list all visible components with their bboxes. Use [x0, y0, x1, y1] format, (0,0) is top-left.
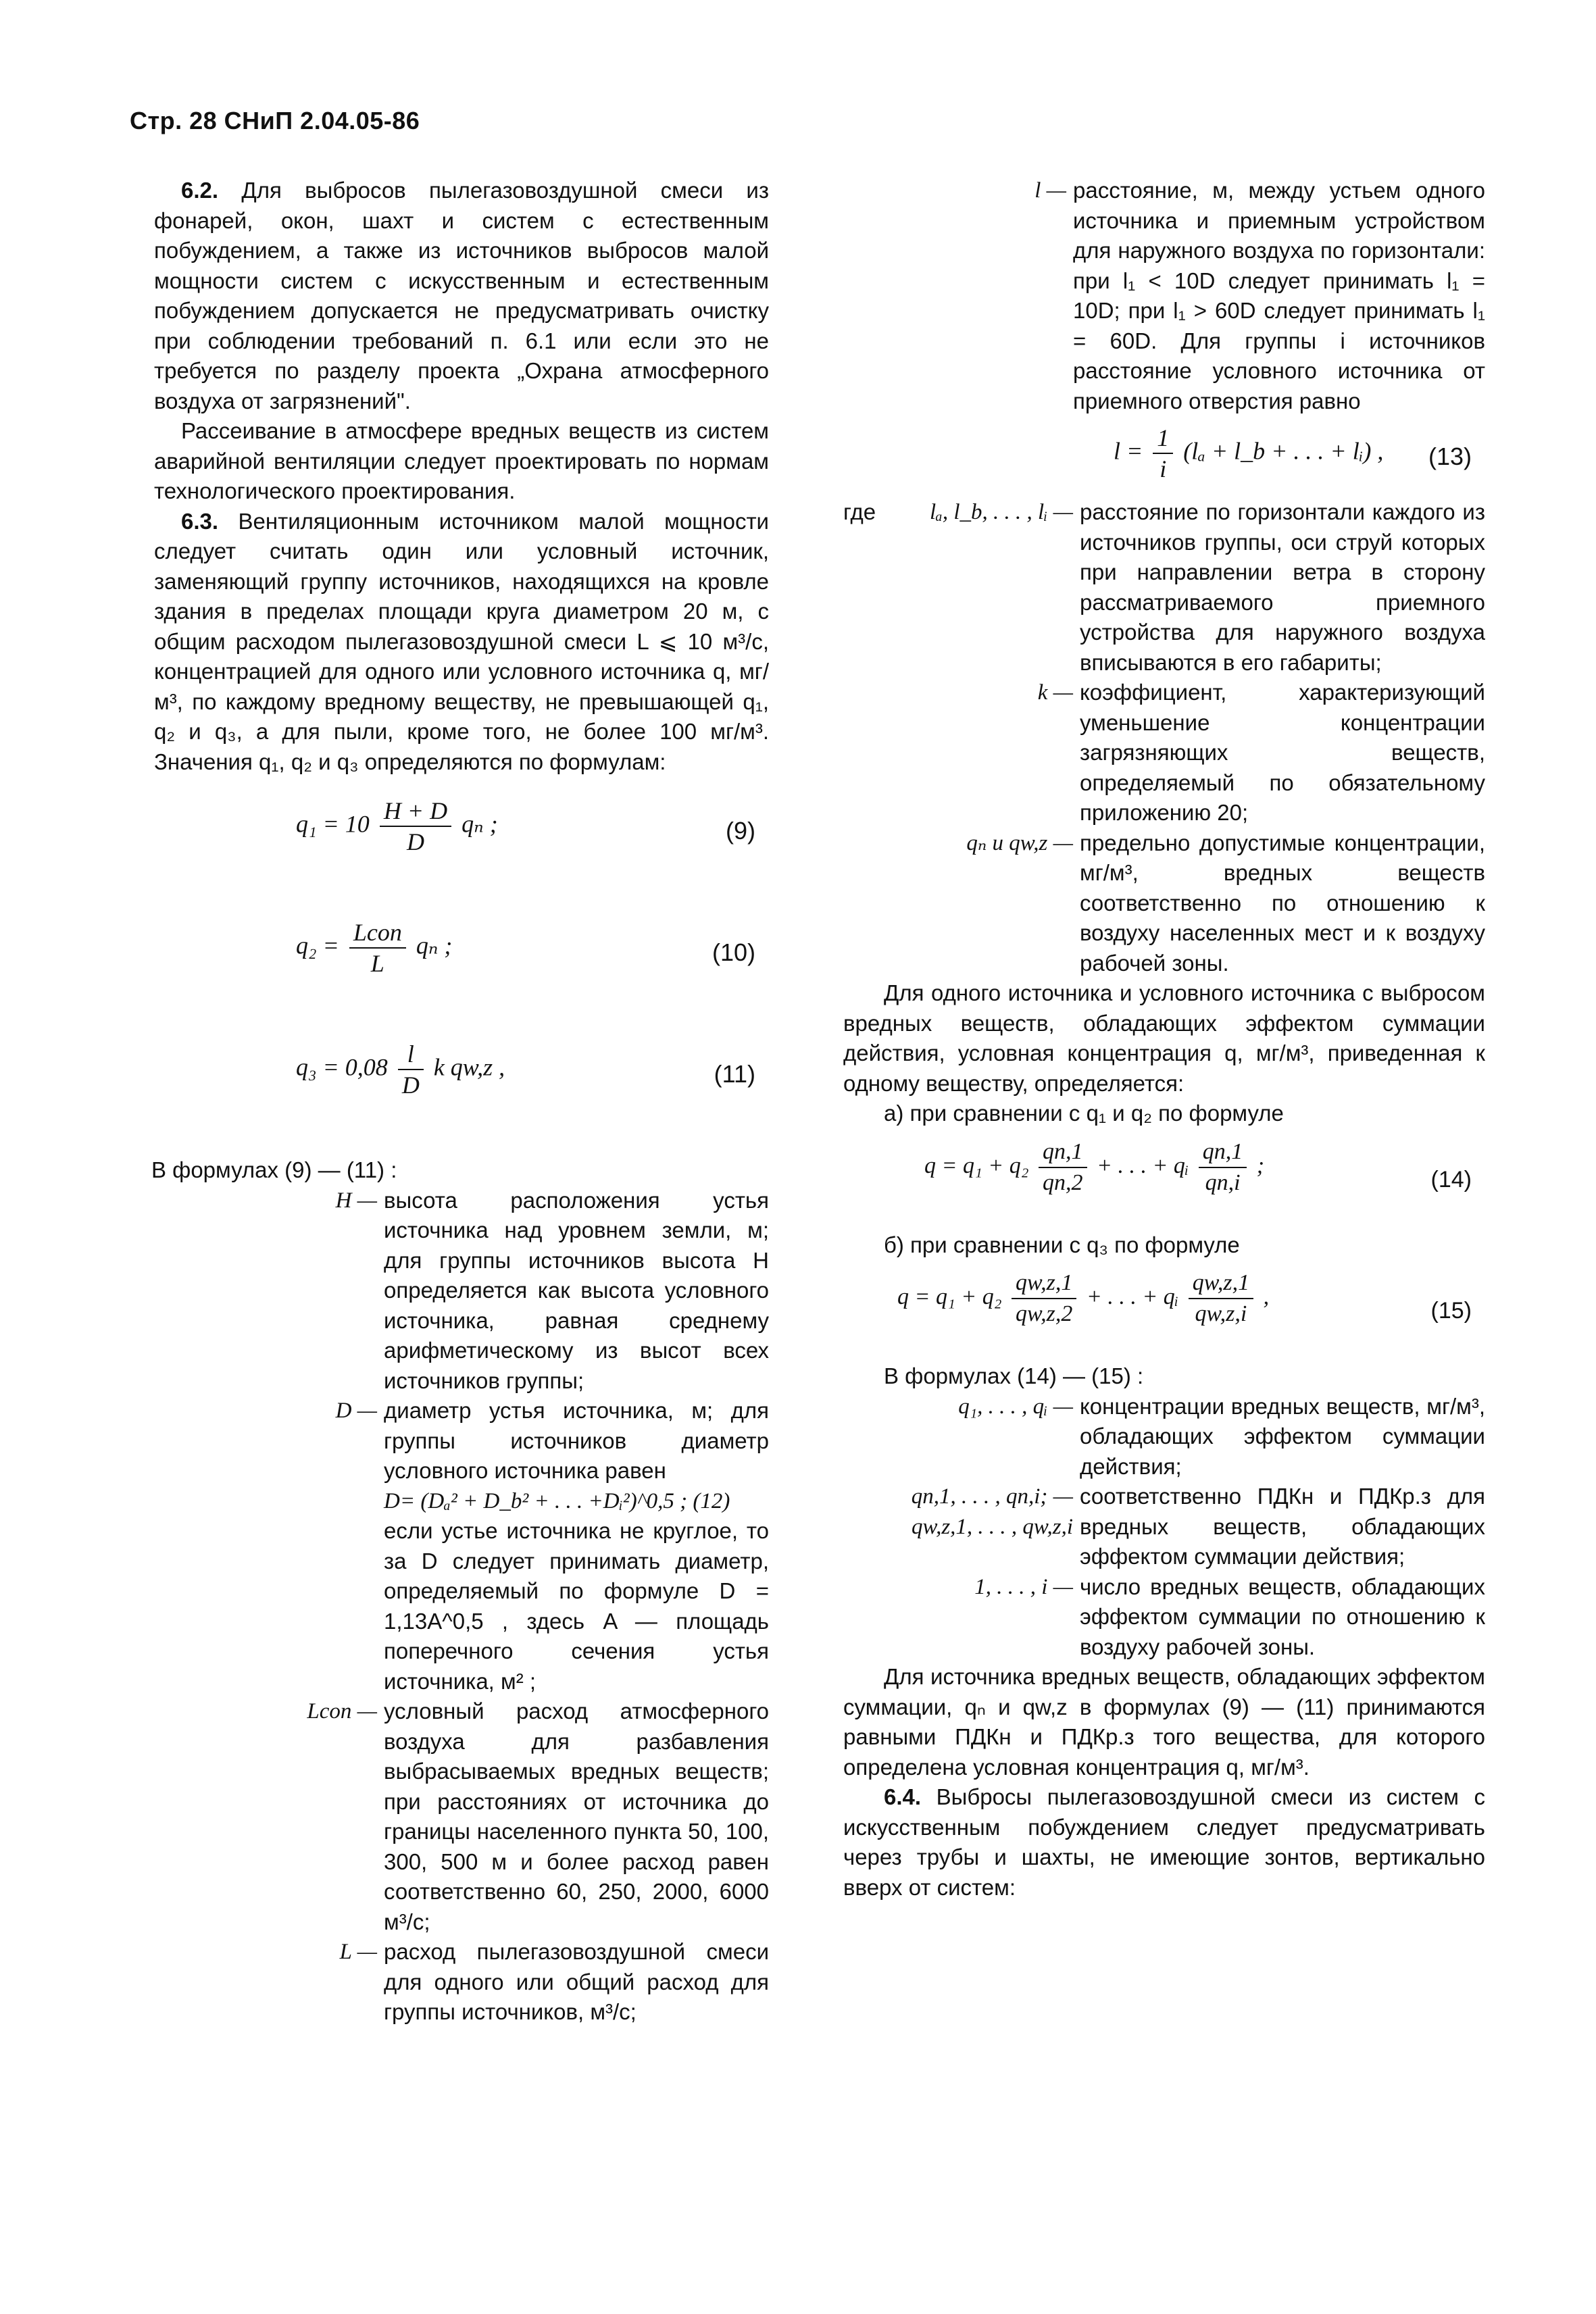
- formula-rhs: k qw,z ,: [433, 1053, 505, 1081]
- definition-item: [843, 1482, 1485, 1572]
- formula-lhs: q₃ = 0,08: [296, 1053, 388, 1081]
- paragraph-emergency-ventilation: [154, 416, 769, 507]
- definition-term: qₙ и qw,z —: [966, 830, 1073, 855]
- definition-text: расстояние, м, между устьем одного источника и приемным устройством для наружного воздуха по горизонтали: при l₁ < 10D следует принимать l₁ = 10D; при l₁ > 60D следует принимать l₁ = 60D. Для группы i источников расстояние условного источника от приемного отверстия равно: [1073, 178, 1485, 413]
- formula-number: (9): [726, 816, 755, 845]
- formula-9: [154, 784, 769, 878]
- formula-lhs: q = q₁ + q₂: [924, 1153, 1029, 1178]
- definition-text: предельно допустимые концентрации, мг/м³, вредных веществ соответственно по отношению к воздуху населенных мест и к воздуху рабочей зоны.: [1080, 830, 1485, 976]
- paragraph-6-3: [154, 507, 769, 778]
- definition-text: высота расположения устья источника над уровнем земли, м; для группы источников высота H определяется как высота условного источника, равная среднему арифметическому из высот всех источников группы;: [384, 1187, 769, 1393]
- fraction-denominator: L: [370, 950, 384, 977]
- paragraph-text: Для выбросов пылегазовоздушной смеси из фонарей, окон, шахт и систем с естественным побуждением, а также из источников выбросов малой мощности систем с искусственным и естественным побуждением допускается не предусматривать очистку при соблюдении требований п. 6.1 или если это не требуется по разделу проекта „Охрана атмосферного воздуха от загрязнений".: [154, 178, 769, 413]
- clause-number: 6.4.: [884, 1784, 922, 1809]
- definition-text: число вредных веществ, обладающих эффектом суммации по отношению к воздуху рабочей зоны.: [1080, 1574, 1485, 1659]
- definition-item: [154, 1937, 769, 2028]
- definition-text: условный расход атмосферного воздуха для разбавления выбрасываемых вредных веществ; при расстояниях от источника до границы населенного пункта 50, 100, 300, 500 м и более расход равен соответственно 60, 250, 2000, 6000 м³/с;: [384, 1699, 769, 1934]
- fraction-numerator: qw,z,1: [1189, 1268, 1253, 1299]
- definition-term: lₐ, l_b, . . . , lᵢ —: [930, 500, 1073, 524]
- definition-item: [154, 1186, 769, 1397]
- definition-term: qn,1, . . . , qn,i; — qw,z,1, . . . , qw,z,i: [911, 1484, 1073, 1539]
- definition-term: l —: [1034, 178, 1066, 203]
- definitions-list: [843, 497, 1485, 978]
- definition-term: q₁, . . . , qᵢ —: [958, 1394, 1073, 1419]
- definition-l: [843, 176, 1485, 416]
- definition-item: [154, 1516, 769, 1696]
- paragraph-summation-sources: Для источника вредных веществ, обладающих эффектом суммации, qₙ и qw,z в формулах (9) — (11) принимаются равными ПДКн и ПДКр.з того вещества, для которого определена условная концентрация q, мг/м³.: [843, 1664, 1485, 1780]
- left-column: [151, 176, 769, 2028]
- paragraph-text: Вентиляционным источником малой мощности следует считать один или условный источник, заменяющий группу источников, находящихся на кровле здания в пределах площади круга диаметром 20 м, с общим расходом пылегазовоздушной смеси L ⩽ 10 м³/с, концентрацией для одного или условного источника q, мг/м³, по каждому вредному веществу, не превышающей q₁, q₂ и q₃, а для пыли, кроме того, не более 100 мг/м³. Значения q₁, q₂ и q₃ определяются по формулам:: [154, 508, 769, 774]
- fraction-numerator: 1: [1153, 423, 1173, 454]
- definition-term: Lcon —: [307, 1699, 377, 1724]
- definition-item: [154, 1486, 769, 1517]
- formula-number: (13): [1428, 442, 1472, 470]
- fraction-numerator: qn,1: [1039, 1137, 1087, 1168]
- definition-text: если устье источника не круглое, то за D следует принимать диаметр, определяемый по формуле D = 1,13A^0,5 , здесь A — площадь поперечного сечения устья источника, м² ;: [384, 1518, 769, 1694]
- formula-number: (14): [1430, 1166, 1472, 1192]
- case-b-text: б) при сравнении с q₃ по формуле: [884, 1232, 1240, 1257]
- definition-item: [154, 1696, 769, 1937]
- clause-number: 6.2.: [181, 178, 219, 203]
- fraction-numerator: H + D: [380, 796, 451, 827]
- definition-term: k —: [1037, 680, 1073, 705]
- formulas-intro-2: В формулах (14) — (15) :: [884, 1363, 1144, 1388]
- fraction-numerator: qw,z,1: [1012, 1268, 1076, 1299]
- formula-12: D= (Dₐ² + D_b² + . . . +Dᵢ²)^0,5 ; (12): [384, 1488, 730, 1513]
- fraction-denominator: qw,z,i: [1195, 1301, 1247, 1326]
- definitions-list-2: [843, 1392, 1485, 1663]
- formula-15: [843, 1260, 1485, 1361]
- fraction: [1039, 1137, 1087, 1198]
- definition-item: [843, 1572, 1485, 1663]
- fraction-denominator: D: [401, 1072, 420, 1099]
- fraction: [1189, 1268, 1253, 1329]
- definition-term: D —: [335, 1399, 377, 1423]
- fraction-denominator: i: [1159, 455, 1167, 482]
- definition-item: [843, 176, 1485, 416]
- paragraph-summation: Для одного источника и условного источника с выбросом вредных веществ, обладающих эффектом суммации действия, условная концентрация q, мг/м³, приведенная к одному веществу, определяется:: [843, 980, 1485, 1096]
- definition-text: соответственно ПДКн и ПДКр.з для вредных веществ, обладающих эффектом суммации действия;: [1080, 1484, 1485, 1569]
- fraction: [380, 796, 451, 857]
- fraction: [1012, 1268, 1076, 1329]
- formula-number: (11): [714, 1059, 755, 1088]
- fraction: [1153, 423, 1173, 484]
- definition-term: 1, . . . , i —: [974, 1574, 1073, 1599]
- definition-term: H —: [335, 1188, 377, 1213]
- fraction: [1199, 1137, 1247, 1198]
- formula-10: [154, 905, 769, 1000]
- formula-middle: + . . . + qᵢ: [1086, 1284, 1179, 1309]
- formula-number: (15): [1430, 1297, 1472, 1324]
- formula-lhs: q₁ = 10: [296, 810, 370, 838]
- paragraph-text: Рассеивание в атмосфере вредных веществ из систем аварийной вентиляции следует проектировать по нормам технологического проектирования.: [154, 418, 769, 503]
- formula-number: (10): [712, 938, 755, 966]
- definition-text: концентрации вредных веществ, мг/м³, обладающих эффектом суммации действия;: [1080, 1393, 1485, 1479]
- fraction-denominator: qn,2: [1043, 1169, 1083, 1195]
- definition-term: [154, 1516, 377, 1696]
- definition-text: диаметр устья источника, м; для группы источников диаметр условного источника равен: [384, 1398, 769, 1483]
- where-label: где: [843, 499, 876, 524]
- formula-rhs: qₙ ;: [416, 932, 453, 959]
- fraction-denominator: qw,z,2: [1016, 1301, 1073, 1326]
- fraction-numerator: l: [398, 1039, 424, 1070]
- paragraph-text: Выбросы пылегазовоздушной смеси из систем с искусственным побуждением следует предусматривать через трубы и шахты, не имеющие зонтов, вертикально вверх от систем:: [843, 1784, 1486, 1900]
- fraction: [398, 1039, 424, 1100]
- fraction: [349, 917, 406, 978]
- definition-text: расстояние по горизонтали каждого из источников группы, оси струй которых при направлении ветра в сторону рассматриваемого приемного устройства для наружного воздуха вписываются в его габариты;: [1080, 499, 1485, 675]
- definition-item: [843, 497, 1485, 678]
- formula-end: ,: [1263, 1284, 1270, 1309]
- page-header: Стр. 28 СНиП 2.04.05-86: [130, 107, 420, 134]
- formula-rhs: (lₐ + l_b + . . . + lᵢ) ,: [1183, 437, 1384, 465]
- fraction-numerator: qn,1: [1199, 1137, 1247, 1168]
- formula-lhs: q₂ =: [296, 932, 339, 959]
- definition-text: коэффициент, характеризующий уменьшение концентрации загрязняющих веществ, определяемый по обязательному приложению 20;: [1080, 680, 1485, 825]
- paragraph-6-2: [154, 176, 769, 416]
- right-column: [843, 176, 1485, 1903]
- case-a-text: а) при сравнении с q₁ и q₂ по формуле: [884, 1101, 1284, 1126]
- fraction-denominator: qn,i: [1205, 1169, 1241, 1195]
- definition-text: расход пылегазовоздушной смеси для одного или общий расход для группы источников, м³/с;: [384, 1939, 769, 2024]
- formula-14: [843, 1129, 1485, 1230]
- definition-item: [843, 678, 1485, 828]
- definitions-list: [154, 1186, 769, 2028]
- formulas-intro: В формулах (9) — (11) :: [151, 1157, 397, 1182]
- formula-middle: + . . . + qᵢ: [1097, 1153, 1189, 1178]
- paragraph-6-4: [843, 1782, 1485, 1903]
- fraction-numerator: Lcon: [349, 917, 406, 949]
- formula-rhs: qₙ ;: [462, 810, 498, 838]
- definition-item: [154, 1396, 769, 1486]
- formula-13: [843, 416, 1485, 497]
- definition-item: [843, 1392, 1485, 1482]
- formula-11: [154, 1027, 769, 1122]
- definition-term: [154, 1486, 377, 1517]
- clause-number: 6.3.: [181, 508, 219, 534]
- definition-term: L —: [339, 1940, 377, 1964]
- formula-lhs: l =: [1114, 437, 1143, 465]
- formula-end: ;: [1256, 1153, 1265, 1178]
- formula-lhs: q = q₁ + q₂: [897, 1284, 1002, 1309]
- fraction-denominator: D: [406, 828, 424, 855]
- definition-item: [843, 828, 1485, 979]
